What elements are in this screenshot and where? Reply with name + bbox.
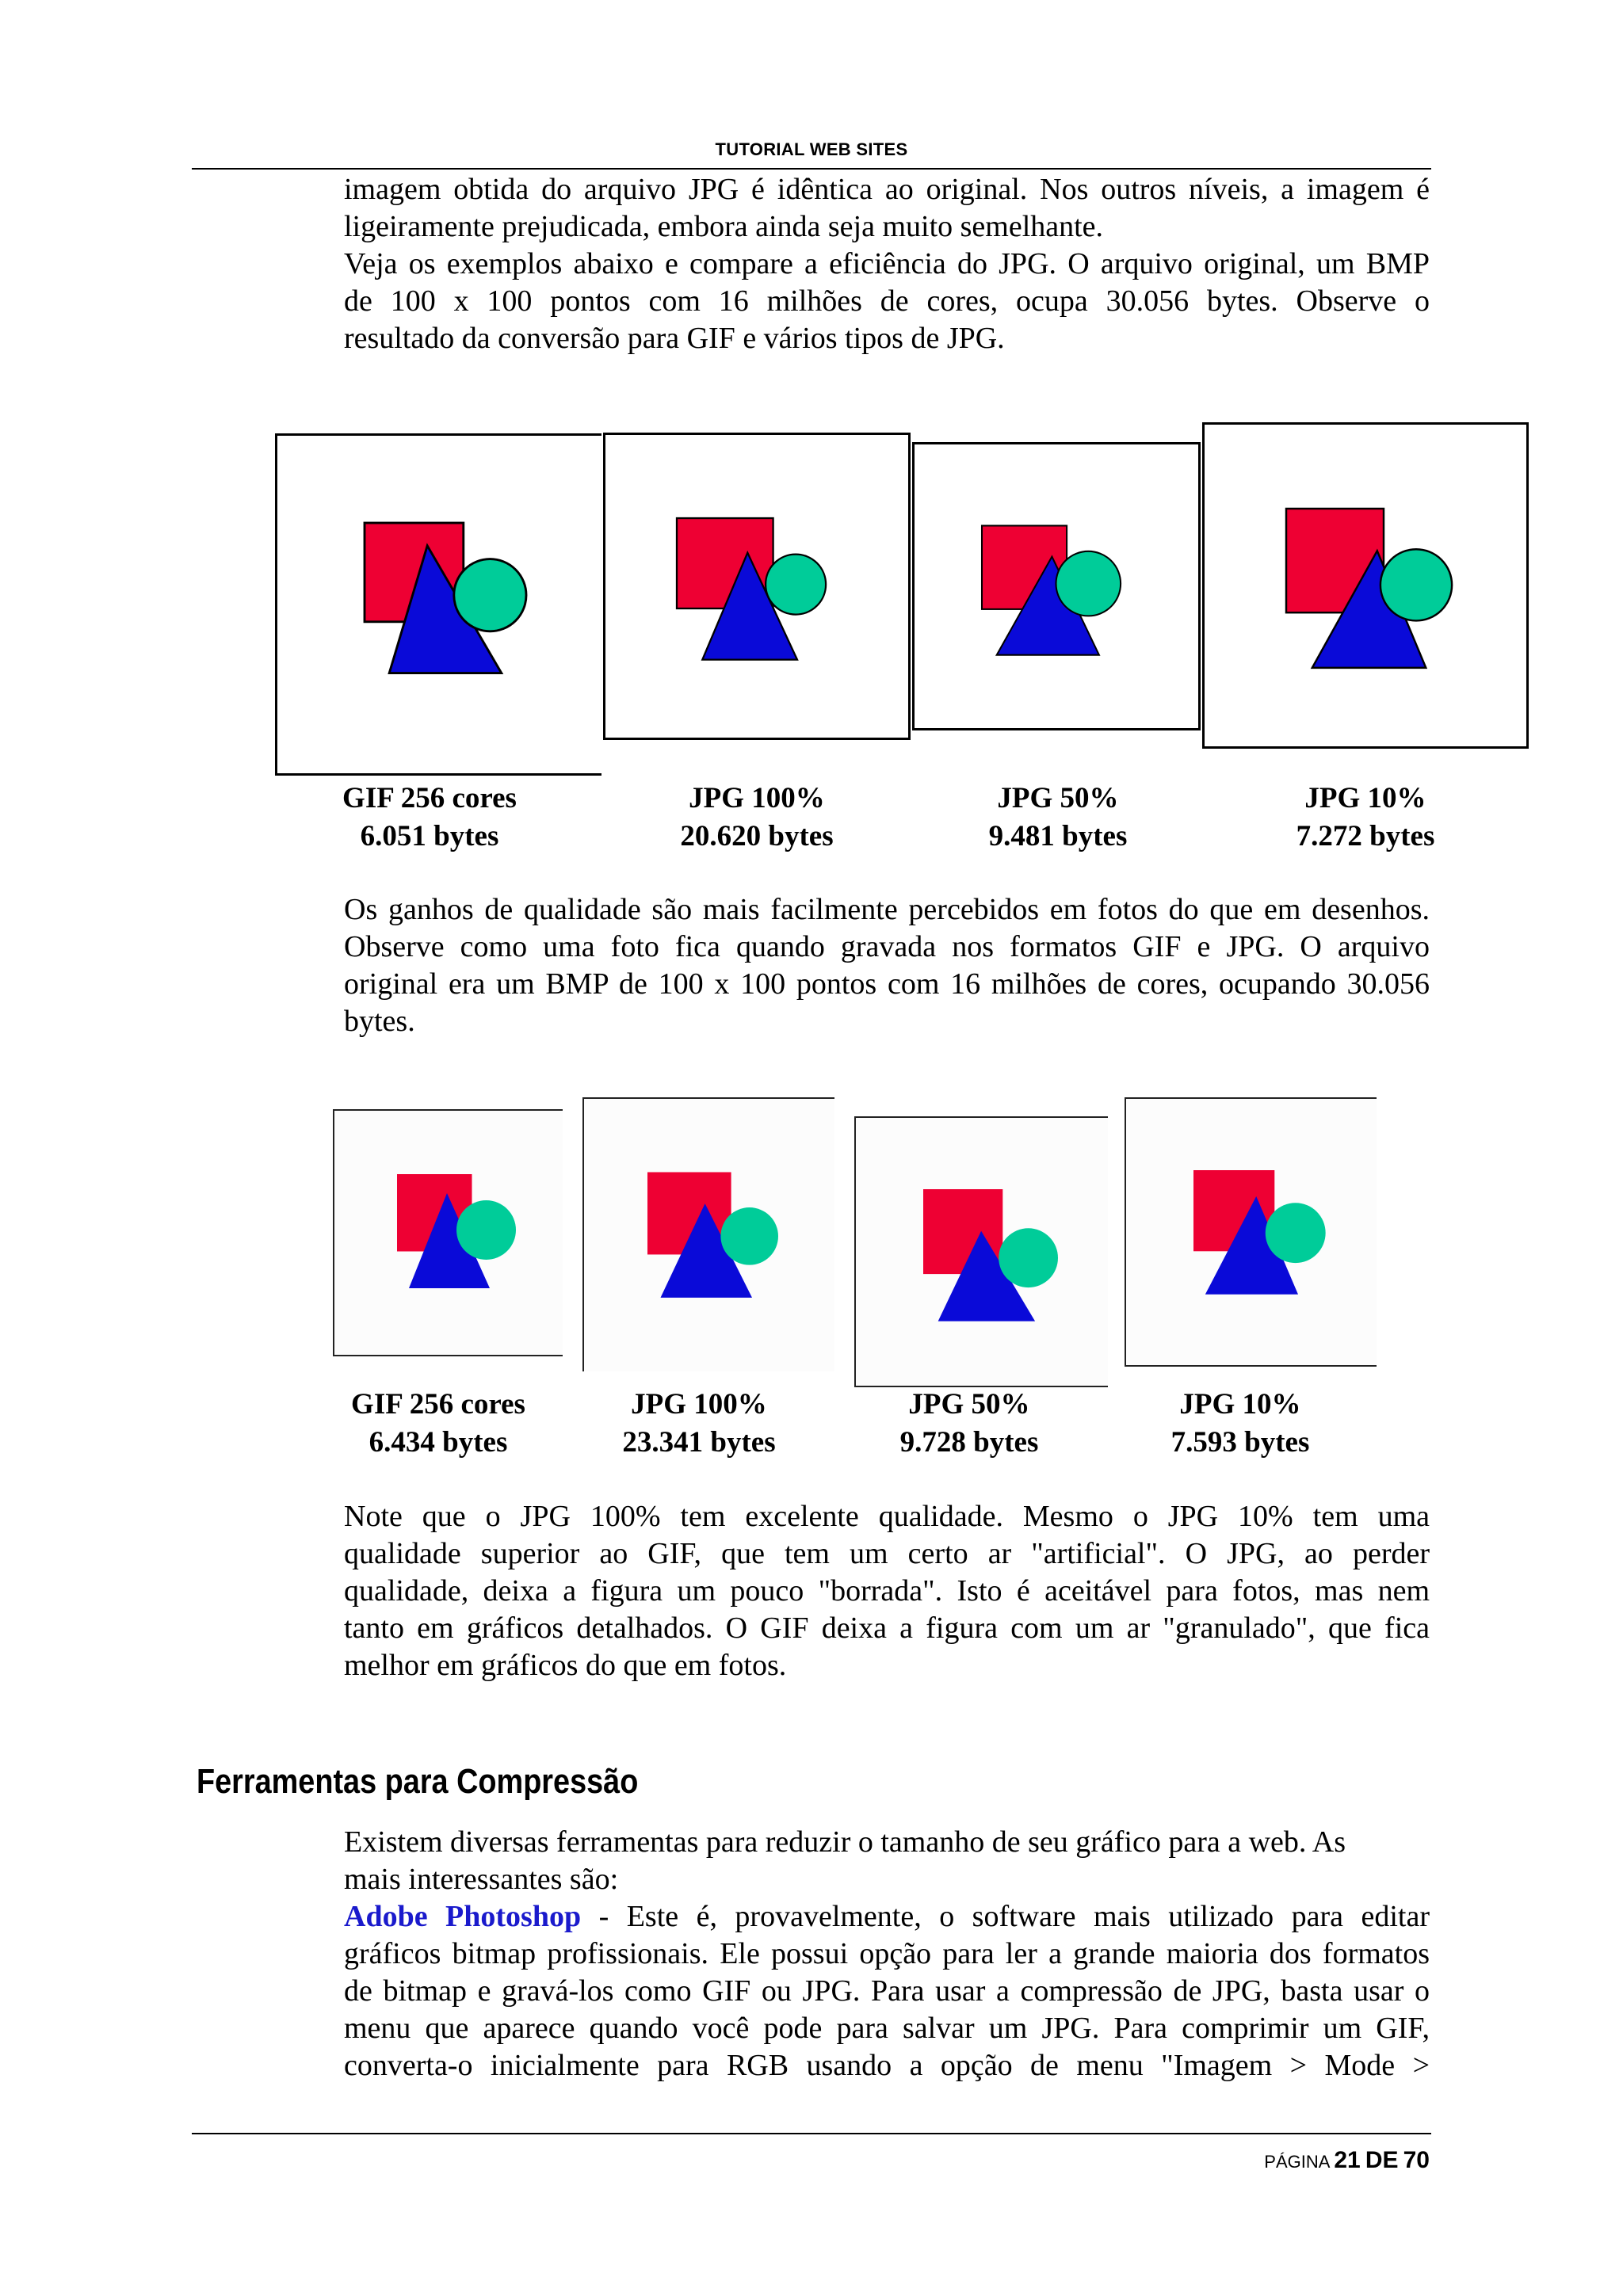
sample-image-jpg-10 (1202, 422, 1529, 749)
quality-note-line: qualidade superior ao GIF, que tem um certo ar "artificial". O JPG, ao perder (344, 1537, 1430, 1570)
sample-photo-jpg-50 (854, 1116, 1108, 1387)
caption-jpg-10 (1254, 780, 1476, 856)
shapes-graphic (677, 514, 827, 673)
shapes-graphic (919, 1189, 1062, 1324)
caption-jpg-100 (588, 1386, 810, 1462)
caption-size: 7.272 bytes (1296, 820, 1435, 852)
intro-paragraph (344, 171, 1430, 357)
quality-note-line: melhor em gráficos do que em fotos. (344, 1649, 787, 1682)
quality-note-paragraph (344, 1498, 1430, 1684)
intro-line: ligeiramente prejudicada, embora ainda seja muito semelhante. (344, 210, 1104, 243)
tool-line: de bitmap e gravá-los como GIF ou JPG. Para usar a compressão de JPG, basta usar o (344, 1974, 1430, 2008)
header-rule (192, 168, 1431, 170)
caption-format: JPG 50% (997, 782, 1119, 814)
caption-gif (319, 780, 540, 856)
sample-image-gif-256 (275, 433, 601, 776)
caption-size: 6.434 bytes (369, 1426, 508, 1459)
sample-photo-jpg-100 (582, 1097, 834, 1371)
tool-first-line (344, 1898, 1430, 1936)
quality-note-line: Note que o JPG 100% tem excelente qualidade. Mesmo o JPG 10% tem uma (344, 1500, 1430, 1533)
tool-line: gráficos bitmap profissionais. Ele possui opção para ler a grande maioria dos formatos (344, 1937, 1430, 1970)
quality-note-line: tanto em gráficos detalhados. O GIF deixa a figura com um ar "granulado", que fica (344, 1611, 1430, 1645)
sample-photo-gif-256 (333, 1109, 563, 1356)
page-number: 21 (1334, 2147, 1361, 2173)
caption-size: 20.620 bytes (680, 820, 834, 852)
tool-line: converta-o inicialmente para RGB usando a opção de menu "Imagem > Mode > (344, 2049, 1430, 2082)
shapes-graphic (1282, 509, 1453, 671)
tool-name-photoshop: Adobe Photoshop (344, 1900, 582, 1933)
shapes-graphic (357, 523, 563, 713)
footer-rule (192, 2133, 1431, 2134)
caption-format: JPG 10% (1179, 1388, 1301, 1421)
intro-line: imagem obtida do arquivo JPG é idêntica ao original. Nos outros níveis, a imagem é (344, 173, 1430, 206)
caption-size: 9.728 bytes (899, 1426, 1039, 1459)
caption-size: 6.051 bytes (360, 820, 499, 852)
photo-note-line: Os ganhos de qualidade são mais facilmente percebidos em fotos do que em desenhos. (344, 893, 1430, 926)
sample-image-jpg-50 (912, 442, 1201, 730)
page-label: PÁGINA (1264, 2152, 1330, 2172)
caption-jpg-50 (947, 780, 1169, 856)
caption-gif (327, 1386, 549, 1462)
shapes-graphic (982, 520, 1117, 666)
sample-image-jpg-100 (603, 433, 911, 740)
intro-line: Veja os exemplos abaixo e compare a eficiência do JPG. O arquivo original, um BMP (344, 247, 1430, 280)
total-pages: 70 (1403, 2147, 1430, 2173)
caption-jpg-100 (646, 780, 868, 856)
green-circle (1056, 551, 1121, 616)
sample-photo-jpg-10 (1125, 1097, 1377, 1367)
tools-intro-line: mais interessantes são: (344, 1863, 619, 1896)
quality-note-line: qualidade, deixa a figura um pouco "borrada". Isto é aceitável para fotos, mas nem (344, 1574, 1430, 1608)
green-circle (1381, 549, 1452, 620)
photo-note-line: Observe como uma foto fica quando gravada nos formatos GIF e JPG. O arquivo (344, 930, 1430, 963)
section-heading: Ferramentas para Compressão (197, 1762, 639, 1801)
green-circle (1266, 1203, 1326, 1263)
shapes-graphic (1190, 1170, 1328, 1301)
photo-note-line: bytes. (344, 1005, 415, 1038)
page-footer (1264, 2147, 1430, 2174)
caption-format: JPG 100% (631, 1388, 767, 1421)
shapes-graphic (647, 1170, 778, 1305)
green-circle (456, 1200, 516, 1260)
caption-size: 9.481 bytes (988, 820, 1128, 852)
caption-format: JPG 50% (908, 1388, 1030, 1421)
photo-note-paragraph (344, 891, 1430, 1040)
caption-jpg-50 (858, 1386, 1080, 1462)
tools-paragraph (344, 1824, 1430, 2084)
caption-format: GIF 256 cores (351, 1388, 525, 1421)
green-circle (766, 555, 826, 615)
caption-format: JPG 10% (1304, 782, 1426, 814)
caption-format: JPG 100% (689, 782, 825, 814)
photo-note-line: original era um BMP de 100 x 100 pontos com 16 milhões de cores, ocupando 30.056 (344, 967, 1430, 1001)
tool-description-start: - Este é, provavelmente, o software mais utilizado para editar (581, 1900, 1430, 1933)
of-label: DE (1365, 2147, 1399, 2173)
intro-line: de 100 x 100 pontos com 16 milhões de cores, ocupa 30.056 bytes. Observe o (344, 284, 1430, 318)
tools-intro-line: Existem diversas ferramentas para reduzir o tamanho de seu gráfico para a web. As (344, 1825, 1346, 1859)
green-circle (720, 1207, 778, 1265)
running-header: TUTORIAL WEB SITES (715, 139, 908, 159)
tool-line: menu que aparece quando você pode para salvar um JPG. Para comprimir um GIF, (344, 2012, 1430, 2045)
caption-jpg-10 (1129, 1386, 1351, 1462)
green-circle (454, 559, 526, 631)
caption-size: 7.593 bytes (1170, 1426, 1310, 1459)
caption-size: 23.341 bytes (622, 1426, 776, 1459)
shapes-graphic (393, 1174, 520, 1293)
green-circle (999, 1228, 1058, 1287)
intro-line: resultado da conversão para GIF e vários tipos de JPG. (344, 322, 1005, 355)
caption-format: GIF 256 cores (342, 782, 517, 814)
